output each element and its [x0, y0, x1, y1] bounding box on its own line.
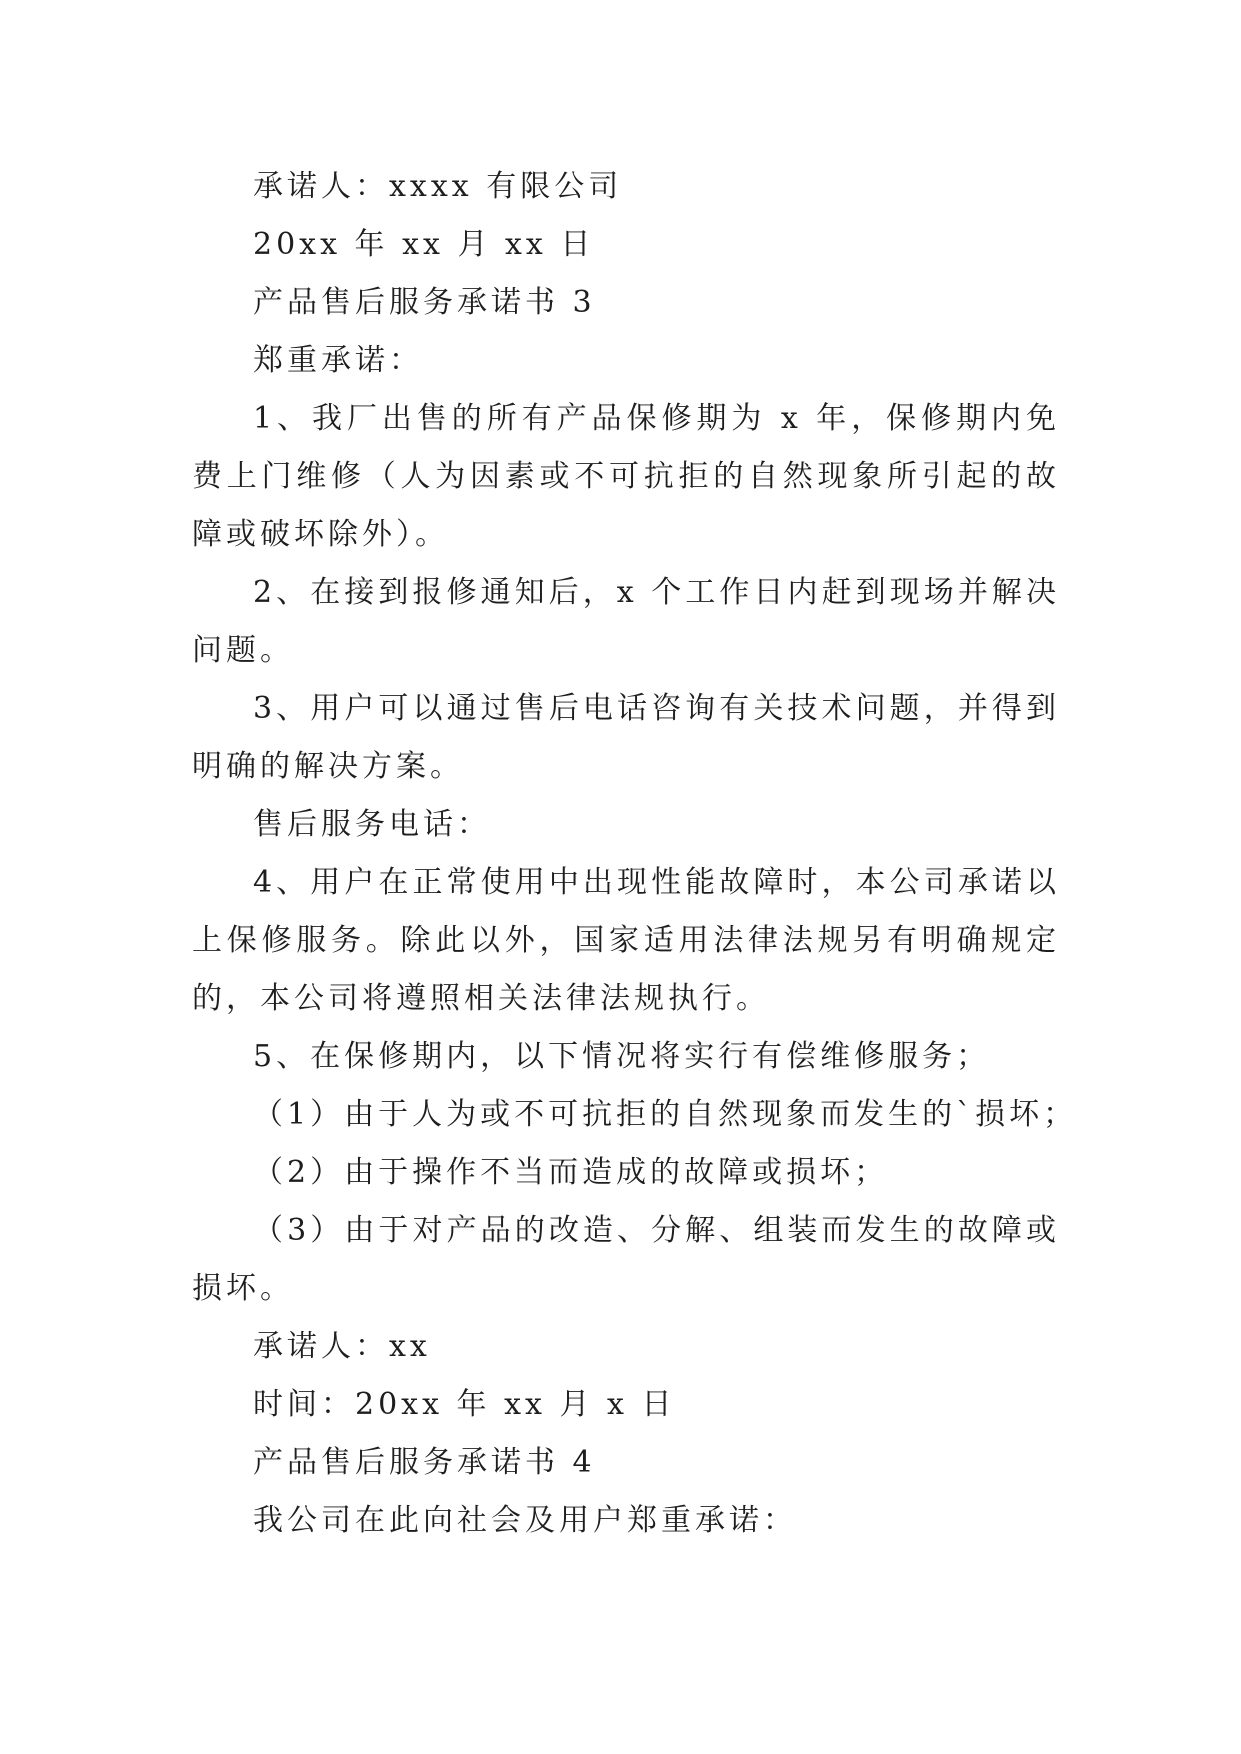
section-title-4: 产品售后服务承诺书 4 — [253, 1445, 596, 1480]
service-phone-line: 售后服务电话： — [253, 807, 491, 842]
section-title-3: 产品售后服务承诺书 3 — [253, 285, 596, 320]
company-promise-intro: 我公司在此向社会及用户郑重承诺： — [253, 1503, 797, 1538]
promise-item-5: 5、在保修期内，以下情况将实行有偿维修服务； — [253, 1039, 991, 1074]
paid-repair-case-1: （1）由于人为或不可抗拒的自然现象而发生的`损坏； — [253, 1097, 1078, 1132]
paid-repair-case-2: （2）由于操作不当而造成的故障或损坏； — [253, 1155, 889, 1190]
promise-item-2: 2、在接到报修通知后，x 个工作日内赶到现场并解决问题。 — [192, 575, 1060, 668]
promise-item-3: 3、用户可以通过售后电话咨询有关技术问题，并得到明确的解决方案。 — [192, 691, 1060, 784]
date-line: 20xx 年 xx 月 xx 日 — [253, 227, 595, 262]
document-body — [192, 158, 1078, 1550]
promisor-line-2: 承诺人：xx — [253, 1329, 431, 1364]
paid-repair-case-3: （3）由于对产品的改造、分解、组装而发生的故障或损坏。 — [192, 1213, 1060, 1306]
promise-item-4: 4、用户在正常使用中出现性能故障时，本公司承诺以上保修服务。除此以外，国家适用法律法规另有明确规定的，本公司将遵照相关法律法规执行。 — [192, 865, 1060, 1016]
promise-item-1: 1、我厂出售的所有产品保修期为 x 年，保修期内免费上门维修（人为因素或不可抗拒的自然现象所引起的故障或破坏除外）。 — [192, 401, 1060, 552]
solemn-promise-heading: 郑重承诺： — [253, 343, 423, 378]
time-line: 时间：20xx 年 xx 月 x 日 — [253, 1387, 676, 1422]
promisor-line: 承诺人：xxxx 有限公司 — [253, 169, 623, 204]
